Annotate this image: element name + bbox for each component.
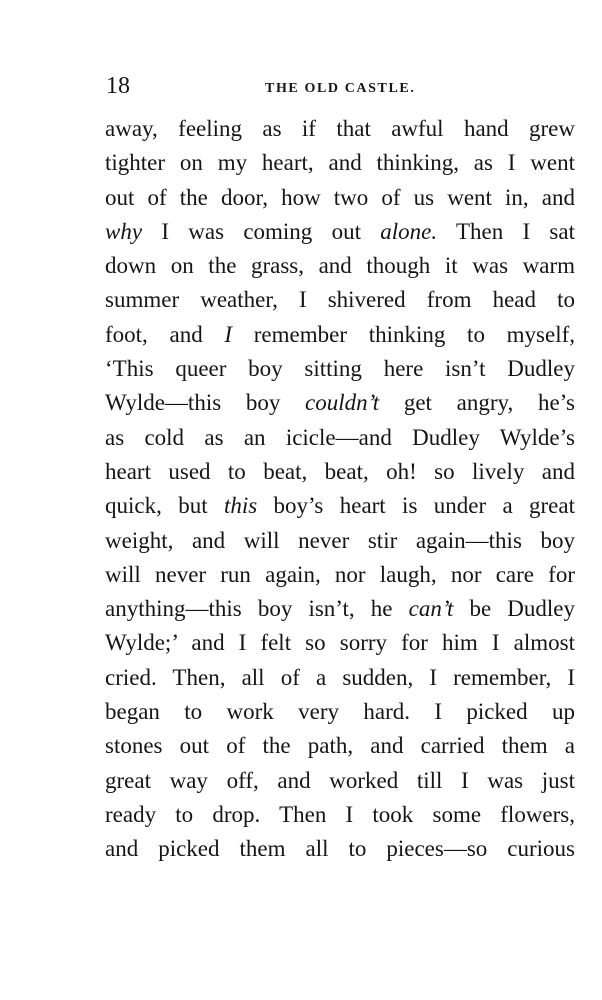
text-line xyxy=(105,764,575,798)
text-segment: and picked them all to pieces—so curious xyxy=(105,836,575,862)
text-line xyxy=(105,524,575,558)
text-line xyxy=(105,832,575,866)
text-segment: will never run again, nor laugh, nor care for xyxy=(105,561,575,587)
text-segment: I was coming out xyxy=(142,218,381,244)
italic-text: couldn’t xyxy=(305,390,380,416)
text-line xyxy=(105,489,575,523)
text-segment: boy’s heart is under a great xyxy=(257,493,575,519)
text-segment: began to work very hard. I picked up xyxy=(105,699,575,725)
text-line xyxy=(105,729,575,763)
text-segment: remember thinking to myself, xyxy=(232,321,575,347)
text-line xyxy=(105,283,575,317)
text-line xyxy=(105,626,575,660)
text-segment: foot, and xyxy=(105,321,225,347)
page-header xyxy=(0,70,602,110)
italic-text: alone. xyxy=(380,218,438,244)
text-line xyxy=(105,386,575,420)
text-segment: Then I sat xyxy=(437,218,575,244)
text-line xyxy=(105,695,575,729)
text-segment: Wylde;’ and I felt so sorry for him I almost xyxy=(105,630,575,656)
text-segment: tighter on my heart, and thinking, as I went xyxy=(105,150,575,176)
text-segment: get angry, he’s xyxy=(379,390,575,416)
text-segment: cried. Then, all of a sudden, I remember, I xyxy=(105,664,575,690)
text-segment: stones out of the path, and carried them a xyxy=(105,733,575,759)
text-segment: out of the door, how two of us went in, and xyxy=(105,184,575,210)
text-segment: Wylde—this boy xyxy=(105,390,306,416)
text-line xyxy=(105,215,575,249)
text-line xyxy=(105,421,575,455)
running-title: THE OLD CASTLE. xyxy=(265,81,416,96)
text-line xyxy=(105,352,575,386)
text-line xyxy=(105,558,575,592)
text-segment: summer weather, I shivered from head to xyxy=(105,287,575,313)
text-segment: quick, but xyxy=(105,493,224,519)
text-line xyxy=(105,592,575,626)
text-line xyxy=(105,661,575,695)
italic-text: can’t xyxy=(408,596,454,622)
text-line xyxy=(105,181,575,215)
text-line xyxy=(105,249,575,283)
page-number: 18 xyxy=(106,73,130,99)
italic-text: why xyxy=(105,218,143,244)
text-segment: ‘This queer boy sitting here isn’t Dudley xyxy=(105,356,575,382)
text-segment: ready to drop. Then I took some flowers, xyxy=(105,801,575,827)
text-segment: as cold as an icicle—and Dudley Wylde’s xyxy=(105,424,575,450)
italic-text: this xyxy=(223,493,258,519)
text-segment: anything—this boy isn’t, he xyxy=(105,596,409,622)
text-segment: heart used to beat, beat, oh! so lively and xyxy=(105,458,575,484)
text-segment: great way off, and worked till I was just xyxy=(105,767,575,793)
text-line xyxy=(105,318,575,352)
text-line xyxy=(105,146,575,180)
text-line xyxy=(105,112,575,146)
body-text xyxy=(105,112,575,867)
text-segment: be Dudley xyxy=(453,596,575,622)
italic-text: I xyxy=(224,321,233,347)
text-line xyxy=(105,798,575,832)
text-line xyxy=(105,455,575,489)
text-segment: down on the grass, and though it was warm xyxy=(105,253,575,279)
text-segment: away, feeling as if that awful hand grew xyxy=(105,116,575,141)
text-segment: weight, and will never stir again—this boy xyxy=(105,527,575,553)
